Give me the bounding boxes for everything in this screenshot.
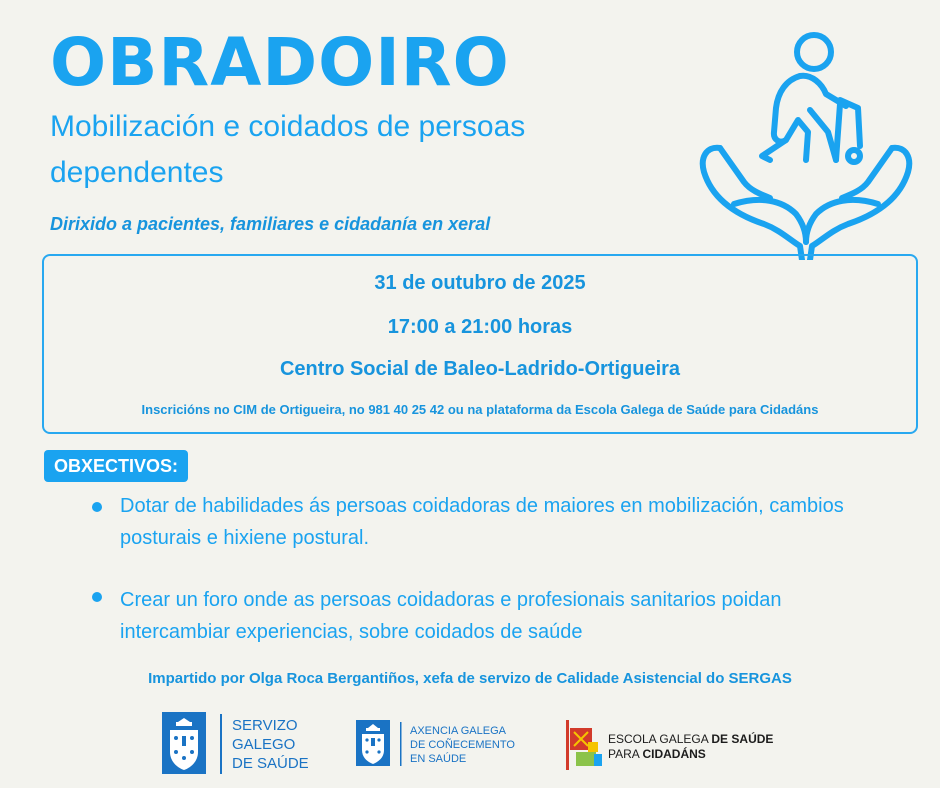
elderly-walker-in-hands-icon (690, 28, 922, 260)
event-date: 31 de outubro de 2025 (374, 272, 586, 294)
escola-logo-line1: ESCOLA GALEGA DE SAÚDE (608, 732, 774, 746)
event-info-box (42, 254, 918, 434)
event-time: 17:00 a 21:00 horas (387, 316, 573, 338)
bullet-icon (92, 592, 102, 602)
event-place: Centro Social de Baleo-Ladrido-Ortigueira (279, 358, 681, 380)
event-registration: Inscricións no CIM de Ortigueira, no 981 40 25 42 ou na plataforma da Escola Galega de Saúde para Cidadáns (141, 402, 819, 417)
acis-logo-line2: DE COÑECEMENTO (410, 739, 515, 751)
objective-item: Crear un foro onde as persoas coidadoras e profesionais sanitarios poidan intercambiar experiencias, sobre coidados de saúde (120, 589, 782, 643)
speaker-credit: Impartido por Olga Roca Bergantiños, xefa de servizo de Calidade Asistencial do SERGAS (148, 670, 792, 687)
audience-text: Dirixido a pacientes, familiares e cidadanía en xeral (50, 214, 491, 234)
escola-logo-line2: PARA CIDADÁNS (608, 747, 706, 761)
escola-logo (566, 720, 806, 770)
page-title: OBRADOIRO (50, 24, 510, 101)
sergas-logo-line2: GALEGO (232, 736, 296, 753)
sergas-logo (162, 712, 342, 776)
acis-logo-line3: EN SAÚDE (410, 753, 467, 765)
sergas-logo-line1: SERVIZO (232, 717, 298, 734)
galicia-shield-icon (162, 712, 224, 776)
objectives-label: OBXECTIVOS: (44, 450, 188, 482)
sergas-logo-line3: DE SAÚDE (232, 755, 309, 772)
page-subtitle: Mobilización e coidados de persoas dependentes (50, 110, 526, 189)
galicia-shield-icon (356, 720, 406, 768)
objective-item: Dotar de habilidades ás persoas coidadoras de maiores en mobilización, cambios posturais e hixiene postural. (120, 495, 844, 549)
acis-logo-line1: AXENCIA GALEGA (410, 725, 506, 737)
bullet-icon (92, 502, 102, 512)
escola-emblem-icon (566, 720, 606, 770)
acis-logo (356, 720, 556, 768)
